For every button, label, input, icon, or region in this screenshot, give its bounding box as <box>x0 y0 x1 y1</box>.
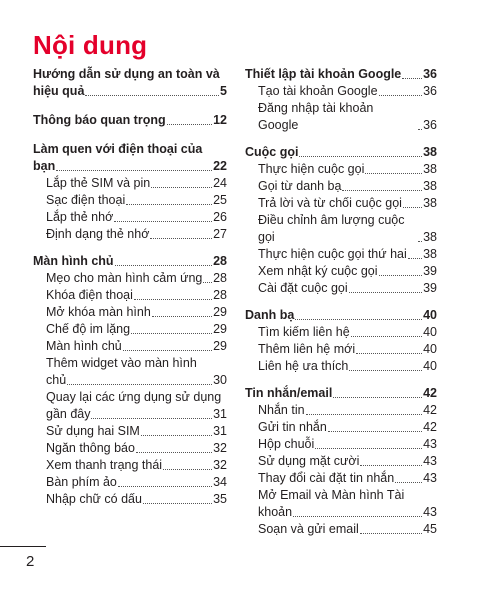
toc-entry-text: Xem thanh trạng thái <box>46 458 163 472</box>
page-ref: 43 <box>423 471 437 485</box>
page-ref: 36 <box>423 84 437 98</box>
toc-entry-text: Thực hiện cuộc gọi thứ hai <box>258 247 407 261</box>
dot-leader <box>91 418 212 419</box>
toc-subentry[interactable] <box>33 457 227 474</box>
dot-leader <box>141 435 212 436</box>
toc-subentry[interactable] <box>245 161 437 178</box>
dot-leader <box>56 170 212 171</box>
page-ref: 28 <box>213 254 227 268</box>
toc-entry-continued <box>258 504 437 521</box>
dot-leader <box>356 353 422 354</box>
toc-entry <box>33 83 227 100</box>
dot-leader <box>349 370 422 371</box>
page-ref: 31 <box>213 407 227 421</box>
toc-subentry[interactable] <box>33 355 227 389</box>
toc-entry-text: Gửi tin nhắn <box>258 420 327 434</box>
page-ref: 28 <box>213 288 227 302</box>
toc-subentry[interactable] <box>245 436 437 453</box>
dot-leader <box>67 384 212 385</box>
toc-entry <box>33 253 227 270</box>
page-ref: 43 <box>423 437 437 451</box>
dot-leader <box>360 533 422 534</box>
toc-subentry[interactable] <box>33 321 227 338</box>
page-ref: 36 <box>423 67 437 81</box>
toc-subentry[interactable] <box>245 280 437 297</box>
toc-entry-text: Xem nhật ký cuộc gọi <box>258 264 378 278</box>
toc-entry-text: Nhắn tin <box>258 403 305 417</box>
toc-entry-text: Danh bạ <box>245 308 295 322</box>
dot-leader <box>163 469 212 470</box>
page-ref: 12 <box>213 113 227 127</box>
toc-entry-text: Màn hình chủ <box>46 339 122 353</box>
toc-entry-text: Mở Email và Màn hình Tài <box>258 488 405 502</box>
toc-entry-text: Định dạng thẻ nhớ <box>46 227 150 241</box>
page-ref: 39 <box>423 281 437 295</box>
dot-leader <box>152 316 212 317</box>
dot-leader <box>150 238 212 239</box>
toc-entry-text: Sử dụng hai SIM <box>46 424 140 438</box>
dot-leader <box>403 207 422 208</box>
toc-entry-text: Ngăn thông báo <box>46 441 135 455</box>
page-ref: 30 <box>213 373 227 387</box>
toc-subentry[interactable] <box>33 440 227 457</box>
toc-subentry[interactable] <box>245 419 437 436</box>
page-title: Nội dung <box>33 30 148 60</box>
toc-entry-text: Mở khóa màn hình <box>46 305 151 319</box>
toc-subentry[interactable] <box>33 287 227 304</box>
page-ref: 40 <box>423 342 437 356</box>
page-ref: 38 <box>423 179 437 193</box>
toc-subentry[interactable] <box>245 358 437 375</box>
toc-section-title: Làm quen với điện thoại của <box>33 142 203 156</box>
page-ref: 38 <box>423 162 437 176</box>
page-ref: 38 <box>423 145 437 159</box>
page-ref: 27 <box>213 227 227 241</box>
toc-subentry[interactable] <box>33 423 227 440</box>
toc-entry-text: Thêm liên hệ mới <box>258 342 356 356</box>
toc-section-home-screen[interactable] <box>33 253 227 508</box>
toc-subentry[interactable] <box>245 246 437 263</box>
toc-entry <box>33 112 227 129</box>
page-ref: 29 <box>213 305 227 319</box>
dot-leader <box>203 282 212 283</box>
page-ref: 5 <box>220 84 227 98</box>
toc-entry-text: Gọi từ danh bạ <box>258 179 342 193</box>
toc-subentry[interactable] <box>33 491 227 508</box>
toc-subentry[interactable] <box>33 389 227 423</box>
toc-entry-text: hiệu quả <box>33 84 85 98</box>
toc-subentry[interactable] <box>245 470 437 487</box>
toc-subentry[interactable] <box>245 324 437 341</box>
toc-entry-text: Liên hệ ưa thích <box>258 359 349 373</box>
toc-entry-text: Màn hình chủ <box>33 254 114 268</box>
toc-subentry[interactable] <box>245 263 437 280</box>
toc-subentry[interactable] <box>33 226 227 243</box>
toc-entry-text: Bàn phím ảo <box>46 475 117 489</box>
toc-entry <box>33 158 227 175</box>
dot-leader <box>131 333 212 334</box>
page-ref: 42 <box>423 386 437 400</box>
dot-leader <box>118 486 212 487</box>
dot-leader <box>151 187 212 188</box>
toc-entry-text: Sử dụng mặt cười <box>258 454 360 468</box>
dot-leader <box>123 350 212 351</box>
toc-entry-text: Cuộc gọi <box>245 145 299 159</box>
toc-subentry[interactable] <box>245 402 437 419</box>
page-ref: 28 <box>213 271 227 285</box>
toc-entry-text: Thay đổi cài đặt tin nhắn <box>258 471 395 485</box>
toc-section-contacts[interactable] <box>245 307 437 375</box>
dot-leader <box>349 292 422 293</box>
toc-entry-text: Tìm kiếm liên hệ <box>258 325 350 339</box>
toc-entry-text: Điều chỉnh âm lượng cuộc gọi <box>258 213 405 244</box>
toc-subentry[interactable] <box>33 474 227 491</box>
dot-leader <box>328 431 422 432</box>
dot-leader <box>136 452 212 453</box>
page-ref: 25 <box>213 193 227 207</box>
toc-entry-text: Chế độ im lặng <box>46 322 131 336</box>
dot-leader <box>315 448 422 449</box>
toc-entry-text: Quay lại các ứng dụng sử dụng <box>46 390 222 404</box>
toc-entry <box>245 385 437 402</box>
toc-subentry[interactable] <box>33 338 227 355</box>
page-ref: 35 <box>213 492 227 506</box>
toc-entry-text: Cài đặt cuộc gọi <box>258 281 348 295</box>
dot-leader <box>379 275 423 276</box>
toc-subentry[interactable] <box>245 521 437 538</box>
toc-subentry[interactable] <box>33 304 227 321</box>
toc-entry-text: Đăng nhập tài khoản Google <box>258 101 374 132</box>
toc-entry-text: Lắp thẻ SIM và pin <box>46 176 151 190</box>
toc-entry-text: chủ <box>46 373 67 387</box>
page-ref: 43 <box>423 505 437 519</box>
dot-leader <box>342 190 422 191</box>
toc-entry <box>245 144 437 161</box>
toc-section-safety[interactable] <box>33 66 227 100</box>
toc-section-google-account[interactable] <box>245 66 437 134</box>
toc-section-calls[interactable] <box>245 144 437 297</box>
toc-right-column <box>245 66 437 538</box>
toc-entry-text: Soạn và gửi email <box>258 522 359 536</box>
dot-leader <box>143 503 212 504</box>
toc-entry-text: khoản <box>258 505 293 519</box>
toc-entry-text: gần đây <box>46 407 91 421</box>
toc-subentry[interactable] <box>245 453 437 470</box>
toc-subentry[interactable] <box>245 100 437 134</box>
toc-entry-text: Nhập chữ có dấu <box>46 492 142 506</box>
page-ref: 34 <box>213 475 227 489</box>
toc-subentry[interactable] <box>245 195 437 212</box>
toc-section-getting-started[interactable] <box>33 141 227 243</box>
toc-subentry[interactable] <box>245 487 437 521</box>
toc-entry-continued <box>46 406 227 423</box>
dot-leader <box>379 95 423 96</box>
dot-leader <box>134 299 212 300</box>
page-ref: 45 <box>423 522 437 536</box>
page-ref: 24 <box>213 176 227 190</box>
footer-rule <box>0 546 46 547</box>
page-ref: 42 <box>423 420 437 434</box>
toc-entry-text: Khóa điện thoại <box>46 288 133 302</box>
toc-section-notice[interactable] <box>33 112 227 129</box>
dot-leader <box>306 414 423 415</box>
page-ref: 29 <box>213 322 227 336</box>
toc-section-messaging[interactable] <box>245 385 437 538</box>
page-ref: 29 <box>213 339 227 353</box>
page-ref: 38 <box>423 230 437 244</box>
dot-leader <box>365 173 422 174</box>
toc-left-column <box>33 66 227 508</box>
dot-leader <box>351 336 422 337</box>
dot-leader <box>295 319 422 320</box>
dot-leader <box>114 221 212 222</box>
toc-entry <box>245 66 437 83</box>
dot-leader <box>167 124 212 125</box>
toc-entry-text: Thêm widget vào màn hình <box>46 356 197 370</box>
toc-entry-text: bạn <box>33 159 56 173</box>
dot-leader <box>395 482 422 483</box>
toc-entry-text: Tạo tài khoản Google <box>258 84 378 98</box>
toc-subentry[interactable] <box>33 209 227 226</box>
page-ref: 31 <box>213 424 227 438</box>
page-ref: 38 <box>423 196 437 210</box>
dot-leader <box>360 465 422 466</box>
toc-subentry[interactable] <box>33 270 227 287</box>
dot-leader <box>293 516 422 517</box>
toc-entry-text: Mẹo cho màn hình cảm ứng <box>46 271 203 285</box>
toc-subentry[interactable] <box>245 83 437 100</box>
toc-subentry[interactable] <box>245 341 437 358</box>
dot-leader <box>408 258 422 259</box>
dot-leader <box>299 156 422 157</box>
toc-entry-text: Thực hiện cuộc gọi <box>258 162 365 176</box>
page-ref: 40 <box>423 325 437 339</box>
toc-subentry[interactable] <box>245 178 437 195</box>
dot-leader <box>115 265 213 266</box>
toc-entry-text: Trả lời và từ chối cuộc gọi <box>258 196 402 210</box>
dot-leader <box>333 397 422 398</box>
dot-leader <box>85 95 219 96</box>
page-ref: 38 <box>423 247 437 261</box>
page-ref: 39 <box>423 264 437 278</box>
page-ref: 32 <box>213 458 227 472</box>
dot-leader <box>402 78 422 79</box>
dot-leader <box>418 129 422 130</box>
page-ref: 22 <box>213 159 227 173</box>
toc-entry-text: Thiết lập tài khoản Google <box>245 67 402 81</box>
toc-subentry[interactable] <box>245 212 437 246</box>
page-ref: 40 <box>423 308 437 322</box>
page-ref: 42 <box>423 403 437 417</box>
toc-entry-text: Tin nhắn/email <box>245 386 333 400</box>
dot-leader <box>126 204 212 205</box>
toc-subentry[interactable] <box>33 192 227 209</box>
page-ref: 32 <box>213 441 227 455</box>
toc-entry-continued <box>46 372 227 389</box>
toc-entry-text: Lắp thẻ nhớ <box>46 210 114 224</box>
toc-entry <box>245 307 437 324</box>
toc-entry-text: Sạc điện thoại <box>46 193 126 207</box>
toc-subentry[interactable] <box>33 175 227 192</box>
page-ref: 26 <box>213 210 227 224</box>
page-ref: 43 <box>423 454 437 468</box>
toc-entry-text: Hộp chuỗi <box>258 437 315 451</box>
page-ref: 40 <box>423 359 437 373</box>
toc-section-title: Hướng dẫn sử dụng an toàn và <box>33 67 220 81</box>
page-ref: 36 <box>423 118 437 132</box>
dot-leader <box>418 241 422 242</box>
toc-entry-text: Thông báo quan trọng <box>33 113 166 127</box>
page-number: 2 <box>26 553 35 570</box>
